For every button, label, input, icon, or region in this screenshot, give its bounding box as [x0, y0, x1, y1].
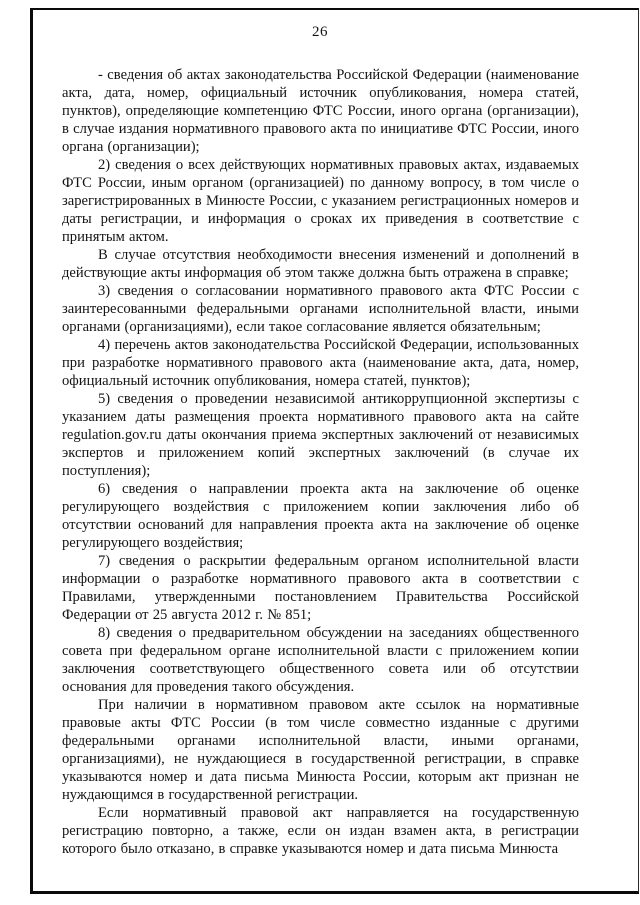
paragraph-no-changes-note: В случае отсутствия необходимости внесения изменений и дополнений в действующие акты информация об этом также должна быть отражена в справке;	[62, 247, 579, 281]
paragraph-item-4: 4) перечень актов законодательства Российской Федерации, использованных при разработке нормативного правового акта (наименование акта, дата, номер, официальный источник опубликования, номера статей, пунктов);	[62, 337, 579, 389]
paragraph-dash-acts-info: - сведения об актах законодательства Российской Федерации (наименование акта, дата, номер, официальный источник опубликования, номера статей, пунктов), определяющие компетенцию ФТС России, иного органа (организации), в случае издания нормативного правового акта по инициативе ФТС России, иного органа (организации);	[62, 67, 579, 155]
paragraph-item-5: 5) сведения о проведении независимой антикоррупционной экспертизы с указанием даты размещения проекта нормативного правового акта на сайте regulation.gov.ru даты окончания приема экспертных заключений от независимых экспертов и приложением копий экспертных заключений (в случае их поступления);	[62, 391, 579, 479]
document-body	[62, 66, 579, 858]
paragraph-item-8: 8) сведения о предварительном обсуждении на заседаниях общественного совета при федеральном органе исполнительной власти с приложением копии заключения соответствующего общественного совета или об отсутствии основания для проведения такого обсуждения.	[62, 625, 579, 695]
paragraph-item-2: 2) сведения о всех действующих нормативных правовых актах, издаваемых ФТС России, иным органом (организацией) по данному вопросу, в том числе о зарегистрированных в Минюсте России, с указанием регистрационных номеров и даты регистрации, и информация о сроках их приведения в соответствие с принятым актом.	[62, 157, 579, 245]
page-number: 26	[312, 24, 328, 40]
paragraph-item-6: 6) сведения о направлении проекта акта на заключение об оценке регулирующего воздействия с приложением копии заключения либо об отсутствии оснований для направления проекта акта на заключение об оценке регулирующего воздействия;	[62, 481, 579, 551]
paragraph-item-3: 3) сведения о согласовании нормативного правового акта ФТС России с заинтересованными федеральными органами исполнительной власти, иными органами (организациями), если такое согласование является обязательным;	[62, 283, 579, 335]
paragraph-repeat-registration: Если нормативный правовой акт направляется на государственную регистрацию повторно, а также, если он издан взамен акта, в регистрации которого было отказано, в справке указываются номер и дата письма Минюста	[62, 805, 579, 857]
paragraph-item-7: 7) сведения о раскрытии федеральным органом исполнительной власти информации о разработке нормативного правового акта в соответствии с Правилами, утвержденными постановлением Правительства Российской Федерации от 25 августа 2012 г. № 851;	[62, 553, 579, 623]
paragraph-references-note: При наличии в нормативном правовом акте ссылок на нормативные правовые акты ФТС России (в том числе совместно изданные с другими федеральными органами исполнительной власти, иными органами, организациями), не нуждающиеся в государственной регистрации, в справке указываются номер и дата письма Минюста России, которым акт признан не нуждающимся в государственной регистрации.	[62, 697, 579, 803]
